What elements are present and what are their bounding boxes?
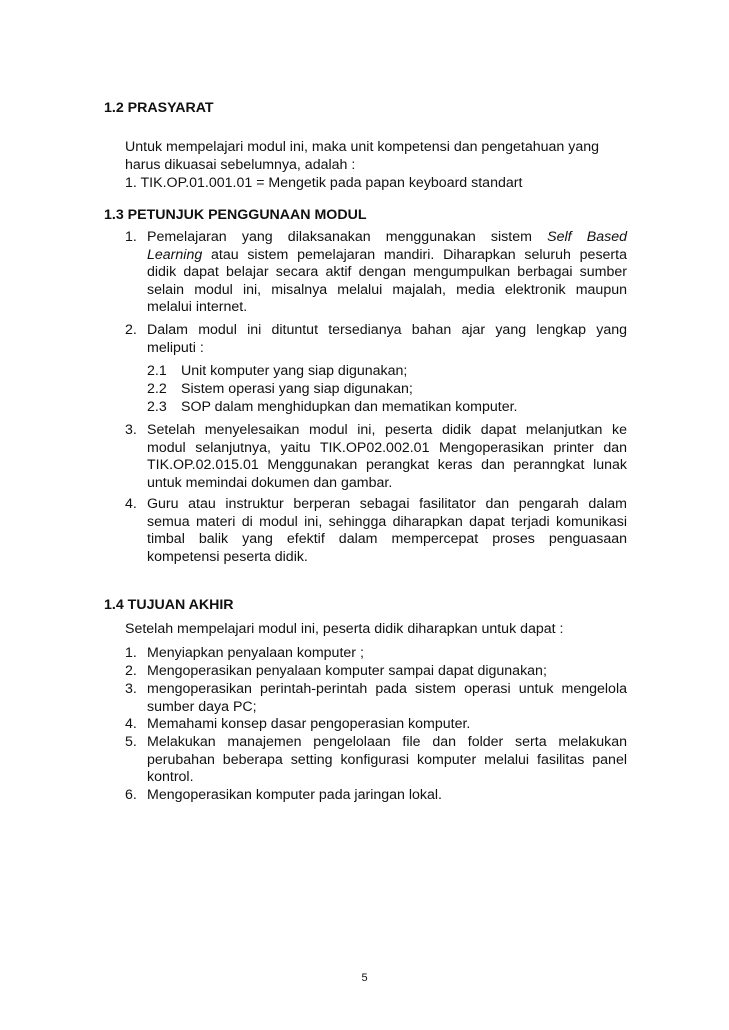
list-item-text: atau sistem pemelajaran mandiri. Diharapkan seluruh peserta bbox=[210, 246, 627, 263]
list-item-text: Mengoperasikan komputer pada jaringan lokal. bbox=[147, 787, 442, 803]
list-item-text: mengoperasikan perintah-perintah pada sistem operasi untuk mengelola bbox=[147, 681, 627, 697]
list-item-text: melalui internet. bbox=[147, 299, 248, 316]
sub-item-number: 2.3 bbox=[147, 399, 167, 415]
list-item-number: 1. bbox=[125, 645, 137, 661]
heading-petunjuk: 1.3 PETUNJUK PENGGUNAAN MODUL bbox=[104, 207, 367, 223]
page-number: 5 bbox=[361, 972, 368, 984]
list-item-text: Setelah menyelesaikan modul ini, peserta didik dapat melanjutkan ke bbox=[147, 422, 627, 438]
list-item-number: 2. bbox=[125, 322, 137, 338]
list-item-text: Dalam modul ini dituntut tersedianya bahan ajar yang lengkap yang bbox=[147, 322, 627, 338]
sub-item-text: SOP dalam menghidupkan dan mematikan komputer. bbox=[181, 399, 518, 415]
list-item-text: Guru atau instruktur berperan sebagai fasilitator dan pengarah dalam bbox=[147, 496, 627, 512]
list-item-text: Mengoperasikan penyalaan komputer sampai dapat digunakan; bbox=[147, 663, 547, 679]
list-item-text: selain modul ini, misalnya melalui majalah, media elektronik maupun bbox=[147, 281, 627, 298]
list-item-number: 4. bbox=[125, 496, 137, 512]
tujuan-intro: Setelah mempelajari modul ini, peserta didik diharapkan untuk dapat : bbox=[125, 621, 564, 637]
emphasis-text: Self Based bbox=[547, 229, 627, 245]
list-item-text: timbal balik yang efektif dalam mempercepat proses penguasaan bbox=[147, 531, 627, 548]
list-item-number: 1. bbox=[125, 229, 137, 245]
prasyarat-line: harus dikuasai sebelumnya, adalah : bbox=[125, 157, 356, 173]
list-item-text: didik dapat belajar secara aktif dengan mengumpulkan berbagai sumber bbox=[147, 264, 627, 281]
sub-item-text: Sistem operasi yang siap digunakan; bbox=[181, 381, 413, 397]
heading-tujuan-akhir: 1.4 TUJUAN AKHIR bbox=[104, 597, 234, 613]
list-item-number: 4. bbox=[125, 716, 137, 732]
list-item-number: 2. bbox=[125, 663, 137, 679]
sub-item-text: Unit komputer yang siap digunakan; bbox=[181, 363, 408, 379]
sub-item-number: 2.1 bbox=[147, 363, 167, 379]
list-item-number: 3. bbox=[125, 681, 137, 697]
list-item-text: perubahan beberapa setting konfigurasi komputer melalui fasilitas panel bbox=[147, 751, 627, 768]
list-item-text: kontrol. bbox=[147, 769, 194, 786]
list-item-text: sumber daya PC; bbox=[147, 698, 257, 715]
list-item-number: 3. bbox=[125, 422, 137, 438]
list-item-number: 6. bbox=[125, 787, 137, 803]
list-item-text: Memahami konsep dasar pengoperasian komputer. bbox=[147, 716, 471, 732]
sub-item-number: 2.2 bbox=[147, 381, 167, 397]
list-item-text: semua materi di modul ini, sehingga diharapkan dapat terjadi komunikasi bbox=[147, 513, 627, 530]
list-item-text: TIK.OP.02.015.01 Menggunakan perangkat keras dan peranngkat lunak bbox=[147, 457, 627, 474]
prasyarat-line: Untuk mempelajari modul ini, maka unit kompetensi dan pengetahuan yang bbox=[125, 139, 599, 155]
list-item-number: 5. bbox=[125, 734, 137, 750]
prasyarat-line: 1. TIK.OP.01.001.01 = Mengetik pada papan keyboard standart bbox=[125, 175, 523, 191]
list-item-text: untuk memindai dokumen dan gambar. bbox=[147, 474, 393, 491]
list-item-text: Pemelajaran yang dilaksanakan menggunakan sistem bbox=[147, 229, 532, 245]
list-item-text: modul selanjutnya, yaitu TIK.OP02.002.01 Mengoperasikan printer dan bbox=[147, 439, 627, 456]
emphasis-text: Learning bbox=[147, 246, 203, 263]
list-item-text: Menyiapkan penyalaan komputer ; bbox=[147, 645, 364, 661]
heading-prasyarat: 1.2 PRASYARAT bbox=[104, 100, 214, 116]
list-item-text: kompetensi peserta didik. bbox=[147, 548, 308, 565]
list-item-text: Melakukan manajemen pengelolaan file dan folder serta melakukan bbox=[147, 734, 627, 750]
list-item-text: meliputi : bbox=[147, 339, 204, 356]
